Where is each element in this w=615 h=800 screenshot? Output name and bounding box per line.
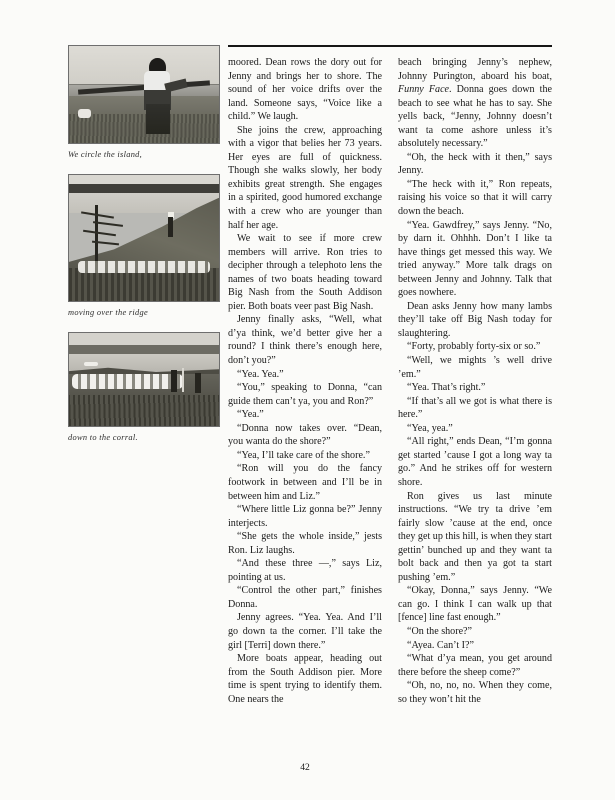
paragraph: “Donna now takes over. “Dean, you wanta do the shore?” (228, 422, 382, 448)
paragraph: She joins the crew, approaching with a vigor that belies her 73 years. Her eyes are full of quickness. Though she walks slowly, her body exhibits great strength. She engages in a spirited, good humored exchange with a crew who are younger than half her age. (228, 124, 382, 231)
photo-caption-1: We circle the island, (68, 150, 143, 159)
photo3-herder-two (195, 373, 201, 393)
photo3-herder-one (171, 370, 177, 392)
header-rule (228, 45, 552, 47)
photo2-tree-branch (83, 229, 116, 236)
paragraph: “Well, we mights ’s well drive ’em.” (398, 355, 552, 380)
photo-flock-down-to-corral (68, 332, 220, 427)
paragraph: “Okay, Donna,” says Jenny. “We can go. I think I can walk up that [fence] line fast enough.” (398, 585, 552, 624)
paragraph: moored. Dean rows the dory out for Jenny and brings her to shore. The sound of her voice drifts over the land. Someone says, “Voice like a child.” We laugh. (228, 57, 382, 123)
photo3-foreground-grass (69, 395, 219, 427)
photo3-herding-staff (182, 368, 184, 392)
photo3-sheep-flock (72, 374, 183, 389)
photo2-sheep-flock (78, 261, 210, 273)
paragraph: “Ron will you do the fancy footwork in between and I’ll be in between him and Liz.” (228, 463, 382, 502)
paragraph: “Yea. Yea.” (237, 368, 284, 380)
photo3-boat (84, 362, 98, 366)
text-column-middle (228, 56, 382, 706)
paragraph: “All right,” ends Dean, “I’m gonna get started ’cause I got a long way ta go.” And he strikes off for western shore. (398, 436, 552, 488)
photo3-far-shore (69, 345, 219, 353)
photo-figure-with-pole (68, 45, 220, 144)
paragraph: Dean asks Jenny how many lambs they’ll take off Big Nash today for slaughtering. (398, 300, 552, 339)
photo-column (68, 45, 220, 457)
paragraph-with-italic-title (398, 56, 552, 151)
paragraph: “If that’s all we got is what there is here.” (398, 395, 552, 421)
paragraph: “You,” speaking to Donna, “can guide them can’t ya, you and Ron?” (228, 382, 382, 407)
paragraph: “She gets the whole inside,” jests Ron. Liz laughs. (228, 531, 382, 556)
paragraph: We wait to see if more crew members will arrive. Ron tries to decipher through a telephoto lens the names of two boats heading toward Big Nash from the South Addison pier. Both boats veer past Big Nash. (228, 233, 382, 312)
figure-moving-over-the-ridge (68, 174, 220, 318)
paragraph: Jenny agrees. “Yea. Yea. And I’ll go down ta the corner. I’ll take the girl [Terri] down there.” (228, 612, 382, 651)
paragraph: “The heck with it,” Ron repeats, raising his voice so that it will carry down the beach. (398, 178, 552, 218)
photo1-person-legs (146, 104, 170, 134)
photo1-animal (78, 109, 91, 118)
paragraph: More boats appear, heading out from the South Addison pier. More time is spent trying to identify them. One nears the (228, 653, 382, 705)
figure-we-circle-the-island (68, 45, 220, 160)
paragraph: Jenny finally asks, “Well, what d’ya think, we’d better give her a round? I think there’s enough here, don’t you?” (228, 314, 382, 367)
photo2-foreground-grass (69, 268, 219, 301)
paragraph: “Control the other part,” finishes Donna. (228, 585, 382, 610)
page-number: 42 (300, 762, 310, 773)
photo-sheep-moving-over-ridge (68, 174, 220, 302)
paragraph: “Oh, the heck with it then,” says Jenny. (398, 151, 552, 177)
paragraph: “Oh, no, no, no. When they come, so they won’t hit the (398, 680, 552, 705)
paragraph: “Yea, I’ll take care of the shore.” (237, 449, 370, 461)
paragraph: “Where little Liz gonna be?” Jenny interjects. (228, 504, 382, 529)
paragraph: “What d’ya mean, you get around there before the sheep come?” (398, 653, 552, 678)
text-columns (228, 56, 552, 706)
paragraph-text-part-1: beach bringing Jenny’s nephew, Johnny Purington, aboard his boat, (398, 57, 552, 82)
photo1-grass (69, 114, 219, 143)
paragraph: “Yea. Gawdfrey,” says Jenny. “No, by darn it. Ohhhh. Don’t I like ta have things get messed this way. We tried anyway.” More talk drags on between Jenny and Johnny. Talk that goes nowhere. (398, 219, 552, 299)
paragraph: “Yea. That’s right.” (407, 382, 486, 394)
paragraph: “On the shore?” (407, 625, 473, 637)
paragraph: “Yea, yea.” (407, 422, 453, 434)
figure-down-to-the-corral (68, 332, 220, 443)
book-title-italic: Funny Face (398, 84, 450, 96)
paragraph: “Yea.” (237, 409, 264, 421)
photo-caption-2: moving over the ridge (68, 308, 149, 318)
paragraph: “Ayea. Can’t I?” (407, 639, 474, 651)
paragraph: Ron gives us last minute instructions. “We try ta drive ’em fairly slow ’cause at the end, once they get up this hill, is when they start gettin’ bunched up and they want ta bolt back and then ya got ta start pushing ’em.” (398, 490, 552, 583)
photo-caption-3: down to the corral. (68, 433, 138, 443)
paragraph-text-part-2: . Donna goes down the beach to see what he has to say. She yells back, “Jenny, Johnny doesn’t want ta come ashore unless it’s absolutely necessary.” (398, 84, 552, 150)
paragraph: “And these three —,” says Liz, pointing at us. (228, 558, 382, 583)
paragraph: “Forty, probably forty-six or so.” (407, 341, 541, 353)
photo2-far-treeline (69, 184, 219, 193)
photo2-herder-body (168, 217, 173, 237)
text-column-right (398, 56, 552, 706)
